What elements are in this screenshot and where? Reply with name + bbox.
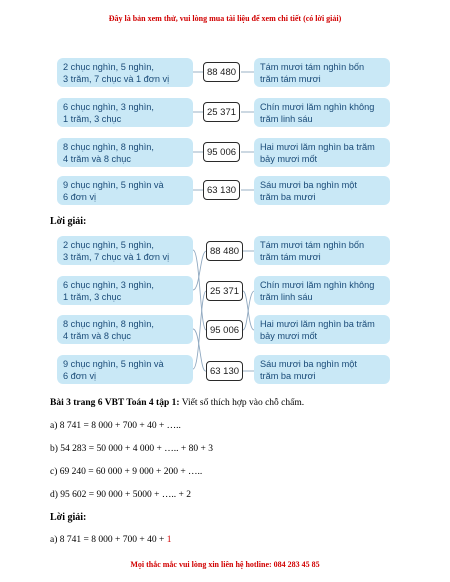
solution-number-box-3: 95 006 xyxy=(206,320,243,340)
number-box-1: 88 480 xyxy=(203,62,240,82)
solution-right-card-3: Hai mươi lăm nghìn ba trăm bảy mươi mốt xyxy=(254,315,390,344)
right-card-3: Hai mươi lăm nghìn ba trăm bảy mươi mốt xyxy=(254,138,390,167)
bai3-item-a: a) 8 741 = 8 000 + 700 + 40 + ….. xyxy=(50,421,181,431)
bai3-item-b: b) 54 283 = 50 000 + 4 000 + ….. + 80 + 3 xyxy=(50,444,213,454)
solution-number-box-4: 63 130 xyxy=(206,361,243,381)
solution-left-card-2: 6 chục nghìn, 3 nghìn, 1 trăm, 3 chục xyxy=(57,276,193,305)
solution-left-card-4: 9 chục nghìn, 5 nghìn và 6 đơn vị xyxy=(57,355,193,384)
preview-notice: Đây là bản xem thử, vui lòng mua tài liệu để xem chi tiết (có lời giải) xyxy=(108,14,342,23)
bai3-answer-a xyxy=(50,535,171,545)
bai3-answer-a-text: a) 8 741 = 8 000 + 700 + 40 + xyxy=(50,535,167,545)
left-card-1: 2 chục nghìn, 5 nghìn, 3 trăm, 7 chục và 1 đơn vị xyxy=(57,58,193,87)
number-box-3: 95 006 xyxy=(203,142,240,162)
solution-number-box-1: 88 480 xyxy=(206,241,243,261)
solution-label: Lời giải: xyxy=(50,216,87,227)
right-card-1: Tám mươi tám nghìn bốn trăm tám mươi xyxy=(254,58,390,87)
solution-right-card-2: Chín mươi lăm nghìn không trăm linh sáu xyxy=(254,276,390,305)
solution-number-box-2: 25 371 xyxy=(206,281,243,301)
right-card-2: Chín mươi lăm nghìn không trăm linh sáu xyxy=(254,98,390,127)
left-card-2: 6 chục nghìn, 3 nghìn, 1 trăm, 3 chục xyxy=(57,98,193,127)
solution-right-card-4: Sáu mươi ba nghìn một trăm ba mươi xyxy=(254,355,390,384)
solution-right-card-1: Tám mươi tám nghìn bốn trăm tám mươi xyxy=(254,236,390,265)
bai3-solution-label: Lời giải: xyxy=(50,512,87,523)
bai3-answer-a-value: 1 xyxy=(166,535,172,545)
bai3-title: Bài 3 trang 6 VBT Toán 4 tập 1: xyxy=(50,398,180,408)
hotline-notice: Mọi thắc mắc vui lòng xin liên hệ hotline: 084 283 45 85 xyxy=(130,560,320,569)
left-card-3: 8 chục nghìn, 8 nghìn, 4 trăm và 8 chục xyxy=(57,138,193,167)
bai3-instruction: Viết số thích hợp vào chỗ chấm. xyxy=(179,398,305,408)
right-card-4: Sáu mươi ba nghìn một trăm ba mươi xyxy=(254,176,390,205)
solution-left-card-1: 2 chục nghìn, 5 nghìn, 3 trăm, 7 chục và 1 đơn vị xyxy=(57,236,193,265)
bai3-item-d: d) 95 602 = 90 000 + 5000 + ….. + 2 xyxy=(50,490,191,500)
left-card-4: 9 chục nghìn, 5 nghìn và 6 đơn vị xyxy=(57,176,193,205)
number-box-2: 25 371 xyxy=(203,102,240,122)
solution-left-card-3: 8 chục nghìn, 8 nghìn, 4 trăm và 8 chục xyxy=(57,315,193,344)
bai3-item-c: c) 69 240 = 60 000 + 9 000 + 200 + ….. xyxy=(50,467,203,477)
bai3-heading xyxy=(50,398,304,408)
number-box-4: 63 130 xyxy=(203,180,240,200)
